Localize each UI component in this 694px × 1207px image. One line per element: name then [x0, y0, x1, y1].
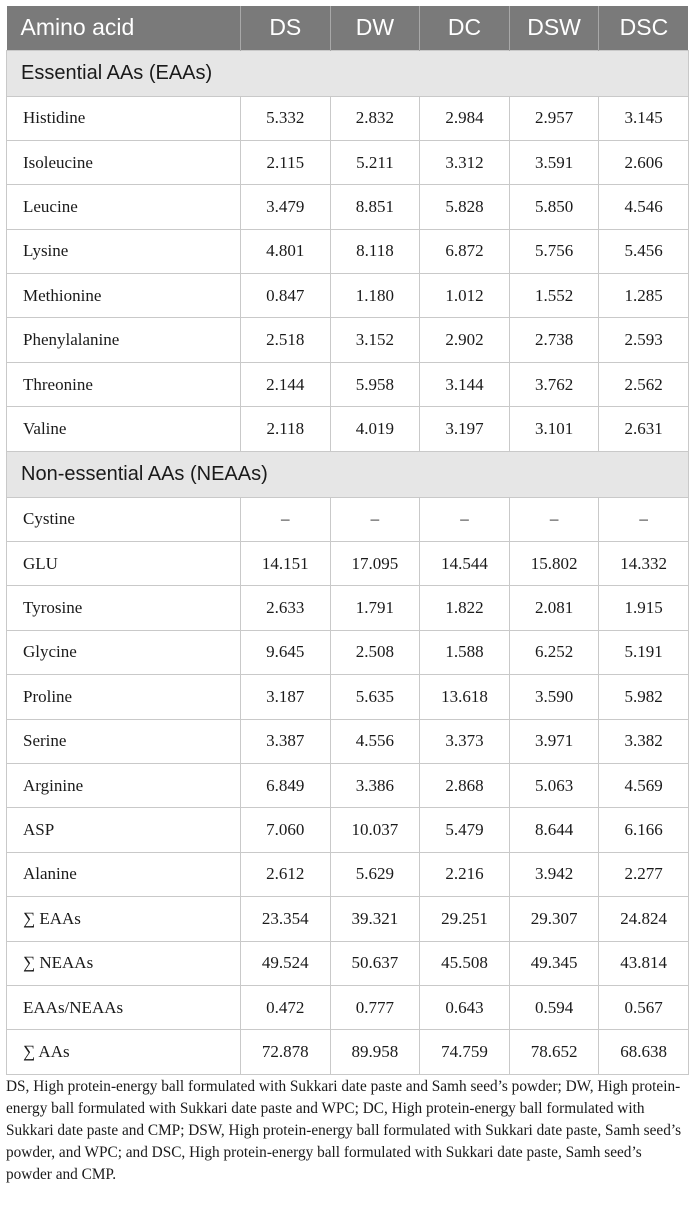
amino-acid-name-cell: Alanine	[7, 852, 241, 896]
header-dsw: DSW	[509, 6, 599, 50]
amino-acid-table	[6, 6, 689, 1075]
table-row	[7, 1030, 689, 1074]
amino-acid-name-cell: EAAs/NEAAs	[7, 985, 241, 1029]
value-cell: 2.633	[241, 586, 331, 630]
amino-acid-name-cell: Valine	[7, 407, 241, 451]
section-header-row	[7, 50, 689, 96]
value-cell: 5.629	[330, 852, 420, 896]
value-cell: 5.635	[330, 675, 420, 719]
section-title: Non-essential AAs (NEAAs)	[7, 451, 689, 497]
value-cell: 24.824	[599, 897, 689, 941]
amino-acid-name-cell: ASP	[7, 808, 241, 852]
value-cell: 5.982	[599, 675, 689, 719]
table-row	[7, 96, 689, 140]
table-row	[7, 497, 689, 541]
value-cell: 1.012	[420, 274, 510, 318]
value-cell: 8.851	[330, 185, 420, 229]
value-cell: 3.762	[509, 362, 599, 406]
value-cell: 4.801	[241, 229, 331, 273]
value-cell: 2.144	[241, 362, 331, 406]
table-row	[7, 362, 689, 406]
table-row	[7, 808, 689, 852]
value-cell: 23.354	[241, 897, 331, 941]
value-cell: –	[330, 497, 420, 541]
value-cell: 2.606	[599, 140, 689, 184]
value-cell: 3.144	[420, 362, 510, 406]
value-cell: 0.472	[241, 985, 331, 1029]
value-cell: 2.868	[420, 763, 510, 807]
value-cell: 5.958	[330, 362, 420, 406]
amino-acid-name-cell: GLU	[7, 542, 241, 586]
amino-acid-name-cell: Glycine	[7, 630, 241, 674]
amino-acid-name-cell: Methionine	[7, 274, 241, 318]
value-cell: 6.166	[599, 808, 689, 852]
table-row	[7, 185, 689, 229]
amino-acid-name-cell: Serine	[7, 719, 241, 763]
value-cell: 29.251	[420, 897, 510, 941]
value-cell: 2.518	[241, 318, 331, 362]
value-cell: 1.285	[599, 274, 689, 318]
section-header-row	[7, 451, 689, 497]
value-cell: 2.118	[241, 407, 331, 451]
table-row	[7, 542, 689, 586]
value-cell: 14.332	[599, 542, 689, 586]
header-dw: DW	[330, 6, 420, 50]
value-cell: 3.942	[509, 852, 599, 896]
value-cell: 5.850	[509, 185, 599, 229]
header-row	[7, 6, 689, 50]
value-cell: 1.822	[420, 586, 510, 630]
table-footnote: DS, High protein-energy ball formulated with Sukkari date paste and Samh seed’s powder; DW, High protein-energy ball formulated with Sukkari date paste and WPC; DC, High protein-energy ball formulated with Sukkari date paste and CMP; DSW, High protein-energy ball formulated with Sukkari date paste, Samh seed’s powder, and WPC; and DSC, High protein-energy ball formulated with Sukkari date paste, Samh seed’s powder and CMP.	[6, 1078, 682, 1183]
value-cell: 3.152	[330, 318, 420, 362]
amino-acid-name-cell: Leucine	[7, 185, 241, 229]
value-cell: 3.197	[420, 407, 510, 451]
value-cell: 3.591	[509, 140, 599, 184]
amino-acid-name-cell: Proline	[7, 675, 241, 719]
value-cell: 3.373	[420, 719, 510, 763]
value-cell: 0.777	[330, 985, 420, 1029]
value-cell: 29.307	[509, 897, 599, 941]
value-cell: 1.588	[420, 630, 510, 674]
table-row	[7, 763, 689, 807]
value-cell: 3.312	[420, 140, 510, 184]
value-cell: –	[599, 497, 689, 541]
value-cell: 5.191	[599, 630, 689, 674]
value-cell: 14.151	[241, 542, 331, 586]
value-cell: 2.081	[509, 586, 599, 630]
amino-acid-name-cell: Isoleucine	[7, 140, 241, 184]
table-row	[7, 407, 689, 451]
amino-acid-name-cell: ∑ EAAs	[7, 897, 241, 941]
value-cell: 2.957	[509, 96, 599, 140]
value-cell: 39.321	[330, 897, 420, 941]
value-cell: 4.019	[330, 407, 420, 451]
value-cell: 5.756	[509, 229, 599, 273]
value-cell: 13.618	[420, 675, 510, 719]
table-row	[7, 897, 689, 941]
value-cell: 4.569	[599, 763, 689, 807]
value-cell: 0.567	[599, 985, 689, 1029]
amino-acid-name-cell: ∑ AAs	[7, 1030, 241, 1074]
value-cell: 6.872	[420, 229, 510, 273]
value-cell: 5.456	[599, 229, 689, 273]
value-cell: 2.593	[599, 318, 689, 362]
amino-acid-name-cell: Lysine	[7, 229, 241, 273]
value-cell: 0.643	[420, 985, 510, 1029]
value-cell: 78.652	[509, 1030, 599, 1074]
value-cell: 2.984	[420, 96, 510, 140]
table-body	[7, 50, 689, 1074]
value-cell: 2.562	[599, 362, 689, 406]
header-dsc: DSC	[599, 6, 689, 50]
value-cell: 5.828	[420, 185, 510, 229]
value-cell: 4.546	[599, 185, 689, 229]
value-cell: 2.738	[509, 318, 599, 362]
amino-acid-name-cell: Tyrosine	[7, 586, 241, 630]
value-cell: 3.101	[509, 407, 599, 451]
table-row	[7, 229, 689, 273]
table-row	[7, 675, 689, 719]
table-row	[7, 630, 689, 674]
value-cell: 5.332	[241, 96, 331, 140]
amino-acid-name-cell: Histidine	[7, 96, 241, 140]
amino-acid-name-cell: Threonine	[7, 362, 241, 406]
value-cell: 3.590	[509, 675, 599, 719]
amino-acid-name-cell: ∑ NEAAs	[7, 941, 241, 985]
value-cell: 3.187	[241, 675, 331, 719]
header-dc: DC	[420, 6, 510, 50]
value-cell: 2.902	[420, 318, 510, 362]
value-cell: 43.814	[599, 941, 689, 985]
value-cell: 89.958	[330, 1030, 420, 1074]
value-cell: 10.037	[330, 808, 420, 852]
value-cell: 8.644	[509, 808, 599, 852]
value-cell: 15.802	[509, 542, 599, 586]
table-row	[7, 985, 689, 1029]
table-row	[7, 140, 689, 184]
amino-acid-name-cell: Arginine	[7, 763, 241, 807]
value-cell: 1.180	[330, 274, 420, 318]
value-cell: 3.971	[509, 719, 599, 763]
value-cell: 5.211	[330, 140, 420, 184]
value-cell: 5.063	[509, 763, 599, 807]
value-cell: 74.759	[420, 1030, 510, 1074]
value-cell: 3.382	[599, 719, 689, 763]
value-cell: 2.277	[599, 852, 689, 896]
value-cell: 0.594	[509, 985, 599, 1029]
value-cell: 6.252	[509, 630, 599, 674]
value-cell: 1.791	[330, 586, 420, 630]
table-row	[7, 941, 689, 985]
value-cell: –	[509, 497, 599, 541]
value-cell: 50.637	[330, 941, 420, 985]
value-cell: 1.915	[599, 586, 689, 630]
value-cell: 9.645	[241, 630, 331, 674]
value-cell: 3.479	[241, 185, 331, 229]
value-cell: 6.849	[241, 763, 331, 807]
value-cell: 4.556	[330, 719, 420, 763]
value-cell: 2.115	[241, 140, 331, 184]
table-row	[7, 318, 689, 362]
section-title: Essential AAs (EAAs)	[7, 50, 689, 96]
value-cell: 3.145	[599, 96, 689, 140]
value-cell: 72.878	[241, 1030, 331, 1074]
table-row	[7, 586, 689, 630]
value-cell: –	[241, 497, 331, 541]
header-ds: DS	[241, 6, 331, 50]
value-cell: 5.479	[420, 808, 510, 852]
value-cell: 45.508	[420, 941, 510, 985]
value-cell: 3.386	[330, 763, 420, 807]
header-amino-acid: Amino acid	[7, 6, 241, 50]
value-cell: 14.544	[420, 542, 510, 586]
table-row	[7, 274, 689, 318]
value-cell: 2.216	[420, 852, 510, 896]
value-cell: 2.631	[599, 407, 689, 451]
value-cell: 3.387	[241, 719, 331, 763]
amino-acid-name-cell: Phenylalanine	[7, 318, 241, 362]
value-cell: 2.612	[241, 852, 331, 896]
value-cell: 1.552	[509, 274, 599, 318]
value-cell: 2.832	[330, 96, 420, 140]
value-cell: 68.638	[599, 1030, 689, 1074]
value-cell: 2.508	[330, 630, 420, 674]
value-cell: 17.095	[330, 542, 420, 586]
table-row	[7, 852, 689, 896]
amino-acid-name-cell: Cystine	[7, 497, 241, 541]
value-cell: 7.060	[241, 808, 331, 852]
value-cell: 8.118	[330, 229, 420, 273]
value-cell: 49.524	[241, 941, 331, 985]
table-row	[7, 719, 689, 763]
value-cell: 49.345	[509, 941, 599, 985]
value-cell: –	[420, 497, 510, 541]
value-cell: 0.847	[241, 274, 331, 318]
